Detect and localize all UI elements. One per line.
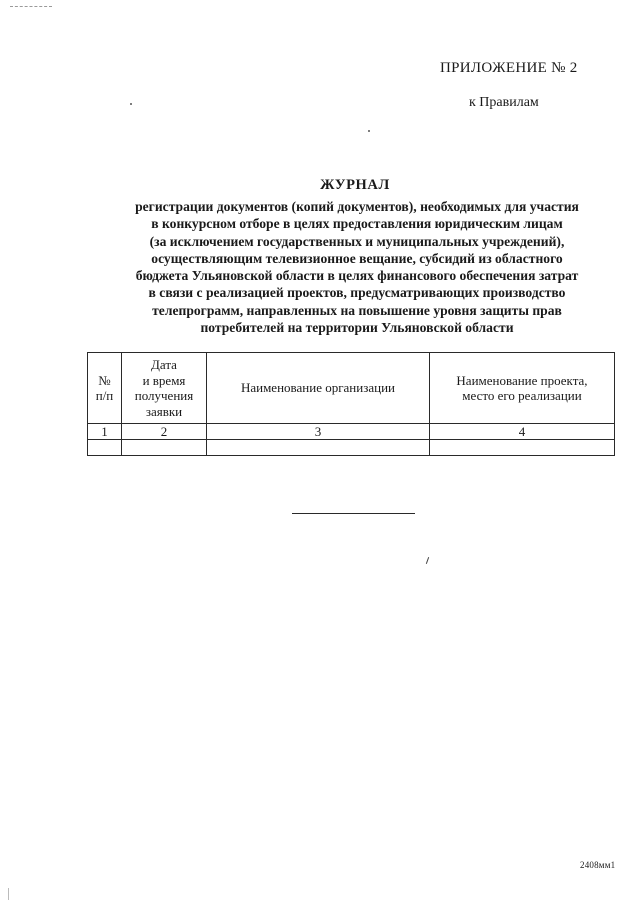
scan-speck: [368, 130, 370, 132]
column-number: 2: [122, 424, 207, 440]
closing-rule: [292, 513, 415, 514]
journal-subtitle-line: в конкурсном отборе в целях предоставления юридическим лицам: [151, 216, 563, 232]
appendix-reference: к Правилам: [469, 95, 539, 110]
header-organization-line: Наименование организации: [240, 380, 396, 396]
appendix-title: ПРИЛОЖЕНИЕ № 2: [440, 60, 578, 76]
journal-subtitle-line: осуществляющим телевизионное вещание, субсидий из областного: [151, 250, 563, 266]
column-number: 3: [207, 424, 430, 440]
print-code: 2408мм1: [580, 860, 616, 870]
header-date-line: Дата: [151, 357, 177, 372]
journal-subtitle-line: в связи с реализацией проектов, предусматривающих производство: [148, 285, 566, 301]
registration-table: [87, 352, 615, 456]
header-project: [430, 353, 615, 424]
table-row: [88, 440, 615, 456]
table-cell: [88, 440, 122, 456]
table-cell: [207, 440, 430, 456]
header-date: [122, 353, 207, 424]
header-num-line: №: [98, 372, 111, 388]
journal-subtitle-line: (за исключением государственных и муниципальных учреждений),: [149, 233, 565, 249]
header-num: [88, 353, 122, 424]
scan-edge-mark: [10, 6, 52, 13]
table-header-row: [88, 353, 615, 424]
column-number-row: [88, 424, 615, 440]
header-date-line: заявки: [145, 403, 183, 419]
header-project-line: Наименование проекта,: [456, 372, 588, 388]
journal-subtitle: [92, 198, 622, 336]
journal-subtitle-line: потребителей на территории Ульяновской области: [200, 320, 514, 336]
scan-corner-mark: [8, 888, 9, 900]
journal-subtitle-line: телепрограмм, направленных на повышение уровня защиты прав: [152, 302, 562, 318]
column-number: 4: [430, 424, 615, 440]
header-date-line: получения: [134, 388, 194, 403]
header-project-line: место его реализации: [462, 388, 582, 403]
table-cell: [430, 440, 615, 456]
header-num-line: п/п: [95, 388, 114, 403]
journal-title: ЖУРНАЛ: [320, 177, 390, 193]
table-cell: [122, 440, 207, 456]
scan-speck: [130, 103, 132, 105]
header-date-line: и время: [142, 372, 186, 388]
header-organization: [207, 353, 430, 424]
journal-subtitle-line: регистрации документов (копий документов), необходимых для участия: [135, 199, 579, 214]
journal-subtitle-line: бюджета Ульяновской области в целях финансового обеспечения затрат: [135, 268, 579, 284]
column-number: 1: [88, 424, 122, 440]
scan-stroke: [426, 557, 429, 564]
